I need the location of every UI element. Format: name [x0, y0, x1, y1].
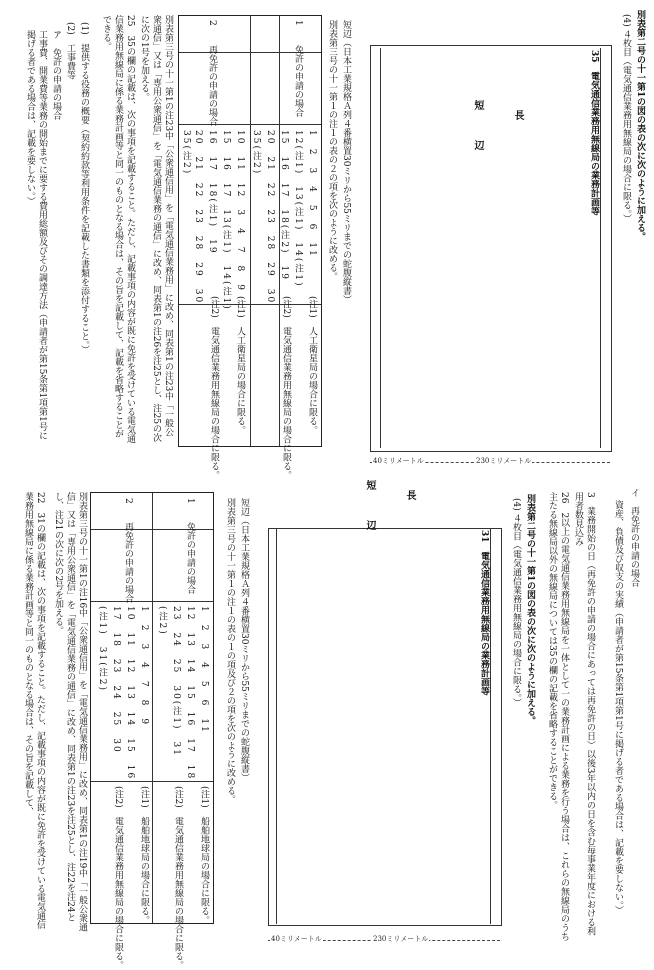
top-long-label: 長 [512, 110, 523, 150]
top-form-inner-box [373, 48, 605, 448]
bottom-row1-note2: (注2) 電気通信業務用無線局の場合に限る。 [173, 786, 183, 970]
top-row2-items-c: 16 17 18(注1) 19 [207, 130, 217, 255]
bottom-dim-width: 40ミリメートル [271, 935, 322, 943]
bottom-row2-items-b: 10 11 12 13 14 15 16 [125, 606, 135, 781]
bottom-row2-label: 再免許の申請の場合 [123, 522, 133, 603]
top-row1-note1: (注1) 人工衛星局の場合に限る。 [307, 296, 317, 435]
top-row1-items-d: 20 21 22 23 28 29 30 [265, 130, 275, 305]
top-form-inner-left [380, 48, 381, 448]
top-note-amend: 別表第三号の十一第１の注１の表の２の項を次のように改める。 [327, 20, 337, 281]
bottom-row2-num: 2 [123, 498, 133, 504]
bottom-long-label: 長 [404, 490, 415, 530]
top-form-title: 35 電気通信業務用無線局の業務計画等 [589, 50, 599, 216]
bottom-cont-4: 26 2以上の電気通信業務用無線局を一体として一の業務計画による業務を行う場合は、これらの無線局のうち主たる無線局以外の無線局については35の欄の記載を省略することができる。 [547, 492, 569, 942]
bottom-note-paper: 短辺（日本工業規格Ａ列４番横置30ミリから55ミリまでの蛇腹縦書） [239, 498, 249, 782]
bottom-row1-items-a: 1 2 3 4 5 6 11 [199, 606, 209, 734]
bottom-cont-2: 資産、負債及び収支の実績（申請者が第15条第1項第1号に掲げる者である場合は、記載を要しない。） [613, 500, 623, 915]
top-after-3: (1) 提供する役務の概要（契約約款等利用条件を記載した書類を添付すること。） [79, 22, 89, 355]
top-side-label: 短辺 [472, 100, 483, 180]
top-dim-width: 40ミリメートル [373, 457, 424, 465]
top-row2-note1: (注1) 人工衛星局の場合に限る。 [235, 296, 245, 435]
top-row2-items-b: 15 16 17 13(注1) 14(注1) [221, 130, 231, 311]
bottom-form-title: 31 電気通信業務用無線局の業務計画等 [479, 530, 489, 696]
top-row1-items-a: 1 2 3 4 5 6 11 [307, 130, 317, 258]
top-after-1: 別表第三号の十一第1の注23中「公衆通信用」を「電気通信業務用」に改め、同表第1の注23中「一般公衆通信」又は「専用公衆通信」を「電気通信業務の通信」に改め、同表第1の注26を注25とし、注25の次に次の1号を加える。 [139, 15, 173, 443]
bottom-form-divider [490, 528, 491, 924]
top-intro-1: 別表第二号の十一第1の図の表の次に次のように加える。 [635, 10, 645, 242]
top-after-2: 25 35の欄の記載は、次の事項を記載すること。ただし、記載事項の内容が既に免許を受けている電気通信業務用無線局に係る業務計画等と同一のものとなる場合は、その旨を記載して、記載を省略することができる。 [101, 15, 135, 443]
top-row1-items-e: 35(注2) [251, 130, 261, 176]
bottom-note-amend: 別表第三号の十一第１の注１の表の１の項及び２の項を次のように改める。 [225, 498, 235, 804]
bottom-cont-1: イ 再免許の申請の場合 [629, 488, 639, 587]
bottom-form-frame [268, 528, 502, 926]
bottom-row2-items-c: 17 18 23 24 25 30 [111, 606, 121, 754]
bottom-row2-note2: (注2) 電気通信業務用無線局の場合に限る。 [113, 786, 123, 970]
top-row2-items-d: 20 21 22 23 28 29 30 [193, 130, 203, 305]
bottom-row2-items-a: 1 2 3 4 7 8 9 [139, 606, 149, 727]
bottom-row1-items-b: 12 13 14 15 16 17 18 [185, 606, 195, 781]
top-after-6: 工事費、開業費等業務の開始までに要する費用総額及びその調達方法（申請者が第15条第1項第1号に掲げる者である場合は、記載を要しない。） [25, 30, 47, 440]
bottom-intro-2: (4) ４枚目（電気通信業務用無線局の場合に限る。） [511, 498, 521, 708]
top-row1-num: 1 [293, 20, 303, 26]
bottom-intro-1: 別表第二号の十一第1の図の表の次に次のように加える。 [525, 494, 535, 726]
top-row2-label: 再免許の申請の場合 [207, 45, 217, 126]
bottom-after-2: 22 31の欄の記載は、次の事項を記載すること。ただし、記載事項の内容が既に免許を受けている電気通信業務用無線局に係る業務計画等と同一のものとなる場合は、その旨を記載して、 [23, 492, 45, 929]
bottom-row1-items-c: 23 24 25 30(注1) 31 [171, 606, 181, 758]
top-intro-2: (4) ４枚目（電気通信業務用無線局の場合に限る。） [621, 14, 631, 224]
top-after-5: ア 免許の申請の場合 [51, 30, 61, 120]
top-note-paper: 短辺（日本工業規格Ａ列４番横置30ミリから55ミリまでの蛇腹縦書） [341, 20, 351, 304]
bottom-row1-items-d: (注2) [157, 606, 167, 636]
bottom-form-inner-left [276, 528, 277, 924]
top-row1-items-b: 12(注1) 13(注1) 14(注1) [293, 130, 303, 288]
top-form-divider [600, 48, 601, 448]
top-row2-note2: (注2) 電気通信業務用無線局の場合に限る。 [209, 296, 219, 480]
top-row1-label: 免許の申請の場合 [293, 45, 303, 117]
top-row2-items-e: 35(注2) [181, 130, 191, 176]
top-row1-note2: (注2) 電気通信業務用無線局の場合に限る。 [281, 296, 291, 480]
top-after-4: (2) 工事費等 [65, 22, 75, 80]
bottom-row1-num: 1 [185, 498, 195, 504]
bottom-after-1: 別表第三号の十一第1の注16中「公衆通信用」を「電気通信業務用」に改め、同表第1の注19中「一般公衆通信」又は「専用公衆通信」を「電気通信業務の通信」に改め、同表第1の注23を注25とし、注22を注24とし、注21の次に次の2号を加える。 [53, 492, 87, 932]
top-row2-num: 2 [207, 20, 217, 26]
bottom-row2-note1: (注1) 船舶地球局の場合に限る。 [139, 786, 149, 925]
bottom-row1-note1: (注1) 船舶地球局の場合に限る。 [199, 786, 209, 925]
bottom-dim-height: 230ミリメートル [373, 935, 429, 943]
bottom-cont-3: 3 業務開始の日（再免許の申請の場合にあっては再免許の日）以後3年以内の日を含む毎事業年度における利用者数見込み [573, 492, 595, 936]
bottom-row1-label: 免許の申請の場合 [185, 522, 195, 594]
top-row2-items-a: 10 11 12 3 4 7 8 9 [235, 130, 245, 292]
top-row1-items-c: 15 16 17 18(注2) 19 [279, 130, 289, 282]
bottom-row2-items-d: (注1) 31(注2) [97, 606, 107, 692]
bottom-side-label: 短辺 [364, 480, 375, 560]
top-dim-height: 230ミリメートル [476, 457, 532, 465]
